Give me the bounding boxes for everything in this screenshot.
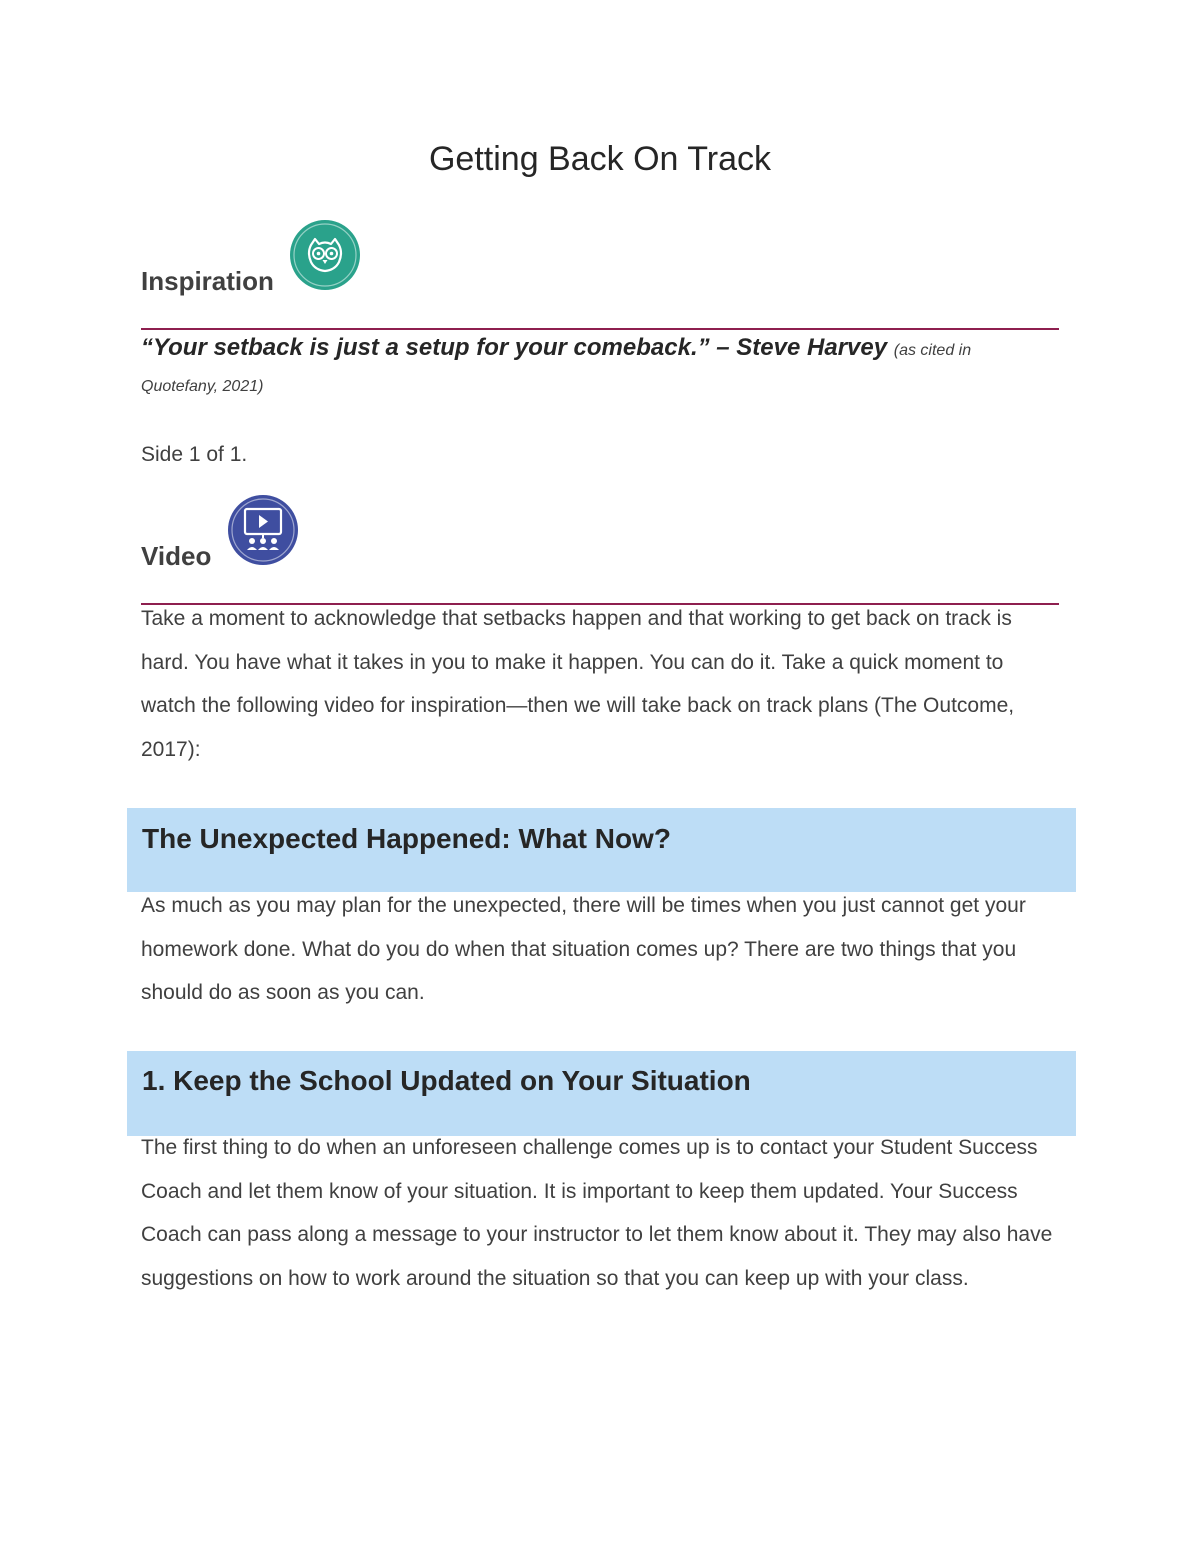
unexpected-banner: [127, 808, 1076, 892]
step1-banner: [127, 1051, 1076, 1136]
video-presentation-icon: [227, 494, 299, 566]
page-title: Getting Back On Track: [428, 140, 772, 178]
owl-icon: [289, 219, 361, 291]
video-heading: Video: [141, 541, 212, 571]
step1-paragraph: The first thing to do when an unforeseen challenge comes up is to contact your Student Success Coach and let them know of your situation. It is important to keep them updated. Your Success Coach can pass along a message to your instructor to let them know about it. They may also have suggestions on how to work around the situation so that you can keep up with your class.: [141, 1136, 1053, 1290]
step1-heading: 1. Keep the School Updated on Your Situation: [142, 1065, 751, 1096]
side-count: Side 1 of 1.: [141, 443, 248, 466]
unexpected-paragraph: As much as you may plan for the unexpected, there will be times when you just cannot get your homework done. What do you do when that situation comes up? There are two things that you should do as soon as you can.: [141, 894, 1026, 1004]
unexpected-heading: The Unexpected Happened: What Now?: [142, 823, 671, 854]
inspiration-quote: [141, 333, 971, 366]
citation-open: (as cited in: [893, 342, 972, 359]
inspiration-heading: Inspiration: [141, 266, 274, 296]
inspiration-divider: [141, 328, 1059, 330]
quote-text: “Your setback is just a setup for your comeback.” – Steve Harvey: [141, 334, 888, 361]
citation-close: Quotefany, 2021): [141, 378, 264, 395]
video-paragraph: Take a moment to acknowledge that setbacks happen and that working to get back on track is hard. You have what it takes in you to make it happen. You can do it. Take a quick moment to watch the following video for inspiration—then we will take back on track plans (The Outcome, 2017):: [141, 607, 1015, 761]
